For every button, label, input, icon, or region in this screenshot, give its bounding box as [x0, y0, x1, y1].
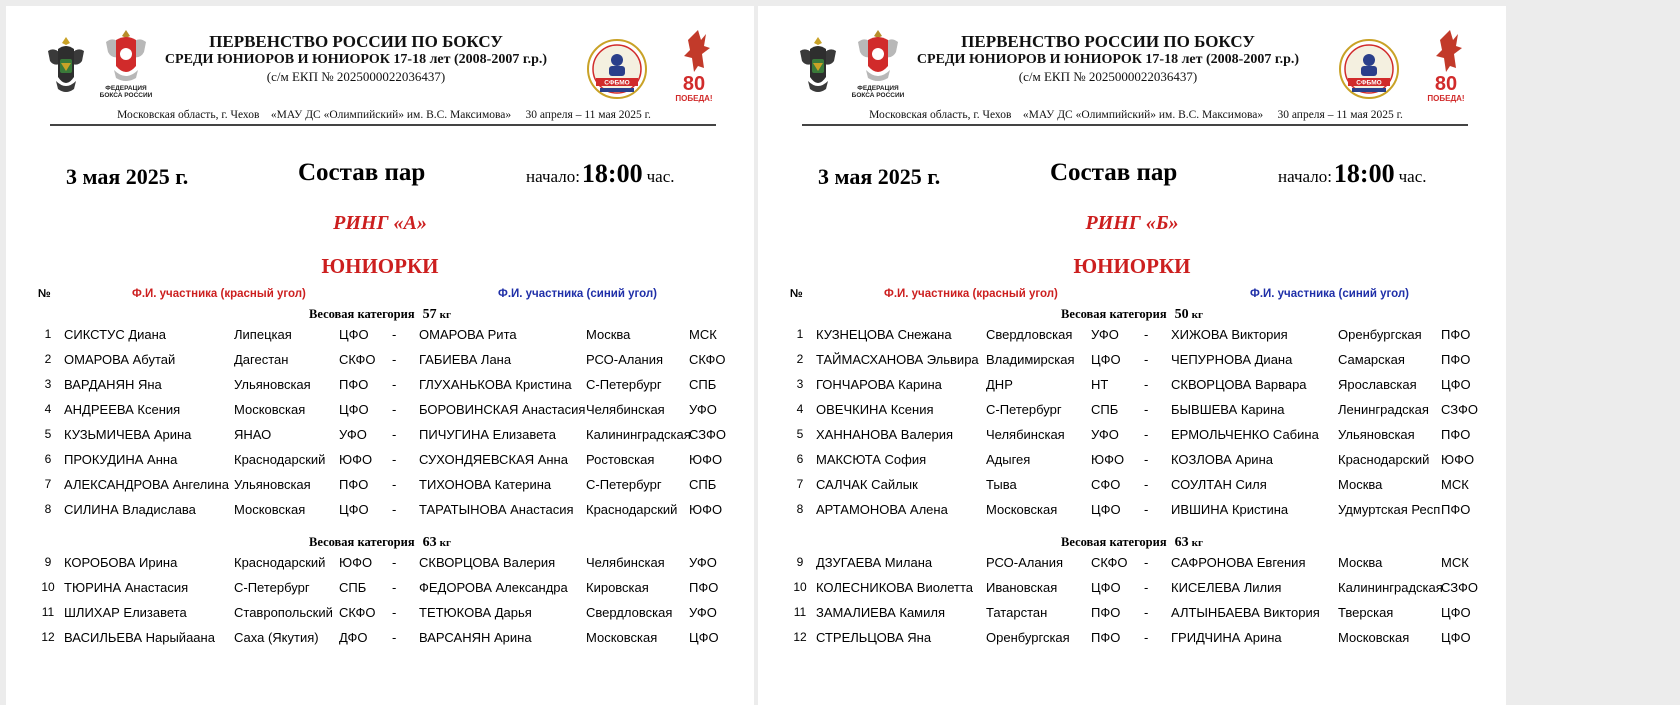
- red-corner-district: ДФО: [339, 630, 368, 645]
- bout-number: 9: [796, 555, 804, 569]
- column-blue-corner-header: Ф.И. участника (синий угол): [1250, 288, 1410, 300]
- column-blue-corner-header: Ф.И. участника (синий угол): [498, 288, 658, 300]
- versus-dash: -: [392, 605, 397, 620]
- victory-number: 80: [1434, 73, 1458, 95]
- red-corner-name: ТЮРИНА Анастасия: [64, 580, 189, 595]
- sfbmo-logo: [586, 38, 648, 100]
- start-label: начало:: [1278, 167, 1332, 186]
- bout-number: 6: [44, 452, 52, 466]
- red-corner-district: СФО: [1091, 477, 1121, 492]
- blue-corner-district: ЦФО: [1441, 630, 1471, 645]
- red-corner-region: Адыгея: [986, 452, 1031, 467]
- red-corner-name: ВАРДАНЯН Яна: [64, 377, 162, 392]
- red-corner-region: Краснодарский: [234, 555, 326, 570]
- red-corner-district: СКФО: [339, 352, 376, 367]
- red-corner-district: УФО: [1091, 327, 1119, 342]
- blue-corner-district: ЦФО: [1441, 377, 1471, 392]
- red-corner-name: ОВЕЧКИНА Ксения: [816, 402, 934, 417]
- bout-row: [758, 555, 1506, 573]
- federation-emblem-icon: [102, 28, 150, 84]
- versus-dash: -: [392, 502, 397, 517]
- pairings-title: Состав пар: [298, 159, 426, 186]
- weight-category-unit: кг: [1191, 309, 1203, 321]
- red-corner-district: УФО: [339, 427, 367, 442]
- blue-corner-district: СПБ: [689, 377, 717, 392]
- victory-word: ПОБЕДА!: [1427, 94, 1465, 103]
- bout-number: 5: [44, 427, 52, 441]
- weight-category-unit: кг: [439, 309, 451, 321]
- red-corner-name: КУЗНЕЦОВА Снежана: [816, 327, 952, 342]
- victory-80-logo: [1422, 28, 1470, 104]
- start-time-unit: час.: [646, 167, 675, 186]
- red-corner-name: ЗАМАЛИЕВА Камиля: [816, 605, 946, 620]
- blue-corner-name: ВАРСАНЯН Арина: [419, 630, 532, 645]
- blue-corner-name: БЫВШЕВА Карина: [1171, 402, 1285, 417]
- blue-corner-name: ГАБИЕВА Лана: [419, 352, 512, 367]
- federation-name-line1: ФЕДЕРАЦИЯ: [857, 85, 899, 92]
- versus-dash: -: [392, 630, 397, 645]
- bout-number: 11: [793, 605, 807, 619]
- red-corner-region: Тыва: [986, 477, 1017, 492]
- bout-number: 11: [41, 605, 55, 619]
- blue-corner-region: Ростовская: [586, 452, 655, 467]
- red-corner-name: ПРОКУДИНА Анна: [64, 452, 178, 467]
- boxing-federation-logo: [850, 28, 906, 108]
- bout-row: [758, 427, 1506, 445]
- red-corner-name: ВАСИЛЬЕВА Нарыйаана: [64, 630, 215, 645]
- versus-dash: -: [1144, 555, 1149, 570]
- blue-corner-region: Удмуртская Респ: [1338, 502, 1441, 517]
- versus-dash: -: [1144, 605, 1149, 620]
- gender-label: ЮНИОРКИ: [1073, 254, 1191, 278]
- blue-corner-name: АЛТЫНБАЕВА Виктория: [1171, 605, 1320, 620]
- red-corner-name: ГОНЧАРОВА Карина: [816, 377, 942, 392]
- column-red-corner-header: Ф.И. участника (красный угол): [884, 288, 1058, 300]
- red-corner-region: Ульяновская: [234, 377, 311, 392]
- red-corner-name: АНДРЕЕВА Ксения: [64, 402, 181, 417]
- gender-label: ЮНИОРКИ: [321, 254, 439, 278]
- red-corner-region: Свердловская: [986, 327, 1073, 342]
- victory-number: 80: [682, 73, 706, 95]
- ring-label: РИНГ «Б»: [1085, 212, 1179, 234]
- bout-row: [758, 402, 1506, 420]
- victory-80-logo: [670, 28, 718, 104]
- bout-row: [758, 605, 1506, 623]
- weight-category-label: Весовая категория: [309, 535, 415, 549]
- blue-corner-region: Ленинградская: [1338, 402, 1429, 417]
- championship-title: [156, 32, 556, 85]
- red-corner-district: ЦФО: [1091, 502, 1121, 517]
- red-corner-region: Челябинская: [986, 427, 1065, 442]
- red-corner-region: Липецкая: [234, 327, 292, 342]
- versus-dash: -: [392, 352, 397, 367]
- blue-corner-district: ПФО: [1441, 352, 1471, 367]
- weight-category-heading: [758, 535, 1506, 551]
- versus-dash: -: [392, 377, 397, 392]
- blue-corner-name: ФЕДОРОВА Александра: [419, 580, 568, 595]
- blue-corner-region: Ярославская: [1338, 377, 1417, 392]
- versus-dash: -: [392, 452, 397, 467]
- red-corner-region: Татарстан: [986, 605, 1048, 620]
- weight-category-value: 63: [1174, 535, 1189, 550]
- ring-label: РИНГ «А»: [333, 212, 427, 234]
- federation-name-line2: БОКСА РОССИИ: [99, 92, 153, 99]
- weight-category-label: Весовая категория: [1061, 535, 1167, 549]
- blue-corner-name: ЕРМОЛЬЧЕНКО Сабина: [1171, 427, 1319, 442]
- red-corner-district: СПБ: [1091, 402, 1119, 417]
- blue-corner-region: Московская: [1338, 630, 1410, 645]
- blue-corner-district: ЮФО: [689, 452, 723, 467]
- bout-row: [6, 502, 754, 520]
- column-red-corner-header: Ф.И. участника (красный угол): [132, 288, 306, 300]
- blue-corner-region: Тверская: [1338, 605, 1394, 620]
- versus-dash: -: [1144, 352, 1149, 367]
- blue-corner-region: Челябинская: [586, 402, 665, 417]
- blue-corner-district: ЮФО: [689, 502, 723, 517]
- bout-number: 12: [41, 630, 55, 644]
- blue-corner-region: Калининградская: [1338, 580, 1443, 595]
- red-corner-name: САЛЧАК Сайлык: [816, 477, 918, 492]
- bout-row: [6, 630, 754, 648]
- pairings-sheet-ring-a: [6, 6, 754, 705]
- federation-name-line2: БОКСА РОССИИ: [851, 92, 905, 99]
- bout-number: 8: [44, 502, 52, 516]
- start-time: [526, 159, 674, 189]
- red-corner-region: С-Петербург: [986, 402, 1062, 417]
- bout-row: [758, 327, 1506, 345]
- coat-of-arms-icon: [796, 33, 840, 99]
- sfbmo-logo: [1338, 38, 1400, 100]
- red-corner-name: КОЛЕСНИКОВА Виолетта: [816, 580, 974, 595]
- red-corner-region: Краснодарский: [234, 452, 326, 467]
- bout-number: 3: [44, 377, 52, 391]
- red-corner-district: ПФО: [1091, 605, 1121, 620]
- blue-corner-name: ИВШИНА Кристина: [1171, 502, 1289, 517]
- pairings-title: Состав пар: [1050, 159, 1178, 186]
- blue-corner-district: УФО: [689, 605, 717, 620]
- blue-corner-name: БОРОВИНСКАЯ Анастасия: [419, 402, 586, 417]
- bout-row: [758, 630, 1506, 648]
- blue-corner-region: РСО-Алания: [586, 352, 664, 367]
- title-line-2: СРЕДИ ЮНИОРОВ И ЮНИОРОК 17-18 лет (2008-2007 г.р.): [916, 52, 1300, 67]
- blue-corner-district: СЗФО: [689, 427, 726, 442]
- weight-category-value: 57: [422, 307, 437, 322]
- bout-row: [758, 580, 1506, 598]
- red-corner-district: СКФО: [339, 605, 376, 620]
- versus-dash: -: [1144, 630, 1149, 645]
- blue-corner-region: Свердловская: [586, 605, 673, 620]
- event-date: 3 мая 2025 г.: [818, 164, 941, 189]
- red-corner-name: ДЗУГАЕВА Милана: [816, 555, 933, 570]
- red-corner-district: ПФО: [1091, 630, 1121, 645]
- bout-row: [758, 377, 1506, 395]
- blue-corner-name: КОЗЛОВА Арина: [1171, 452, 1273, 467]
- red-corner-district: ЦФО: [339, 327, 369, 342]
- red-corner-region: Саха (Якутия): [234, 630, 319, 645]
- column-number-header: №: [38, 288, 51, 300]
- blue-corner-name: СУХОНДЯЕВСКАЯ Анна: [419, 452, 568, 467]
- federation-name-line1: ФЕДЕРАЦИЯ: [105, 85, 147, 92]
- red-corner-name: АЛЕКСАНДРОВА Ангелина: [64, 477, 229, 492]
- venue-line: Московская область, г. Чехов «МАУ ДС «Олимпийский» им. В.С. Максимова» 30 апреля – 11 мая 2025 г.: [117, 109, 651, 121]
- pairings-sheet-ring-b: [758, 6, 1506, 705]
- event-date: 3 мая 2025 г.: [66, 164, 189, 189]
- blue-corner-name: ТИХОНОВА Катерина: [419, 477, 552, 492]
- coat-of-arms-icon: [44, 33, 88, 99]
- federation-name: [850, 85, 906, 99]
- blue-corner-region: Москва: [1338, 477, 1383, 492]
- red-corner-district: ЦФО: [339, 502, 369, 517]
- blue-corner-district: УФО: [689, 402, 717, 417]
- versus-dash: -: [392, 427, 397, 442]
- blue-corner-name: ОМАРОВА Рита: [419, 327, 517, 342]
- bout-number: 4: [796, 402, 804, 416]
- versus-dash: -: [1144, 580, 1149, 595]
- bout-number: 8: [796, 502, 804, 516]
- blue-corner-name: СКВОРЦОВА Валерия: [419, 555, 556, 570]
- red-corner-region: Московская: [986, 502, 1058, 517]
- bout-row: [6, 477, 754, 495]
- red-corner-district: ЮФО: [339, 555, 373, 570]
- bout-number: 6: [796, 452, 804, 466]
- blue-corner-region: С-Петербург: [586, 377, 662, 392]
- bout-number: 3: [796, 377, 804, 391]
- blue-corner-name: ТАРАТЫНОВА Анастасия: [419, 502, 574, 517]
- victory-word: ПОБЕДА!: [675, 94, 713, 103]
- versus-dash: -: [1144, 427, 1149, 442]
- bout-row: [758, 477, 1506, 495]
- blue-corner-district: ПФО: [1441, 427, 1471, 442]
- blue-corner-region: Московская: [586, 630, 658, 645]
- title-line-3: (с/м ЕКП № 2025000022036437): [1018, 69, 1198, 84]
- red-corner-region: Ивановская: [986, 580, 1058, 595]
- weight-category-label: Весовая категория: [309, 307, 415, 321]
- federation-emblem-icon: [854, 28, 902, 84]
- blue-corner-district: СЗФО: [1441, 580, 1478, 595]
- bout-row: [6, 605, 754, 623]
- bout-row: [758, 452, 1506, 470]
- championship-title: [908, 32, 1308, 85]
- blue-corner-region: Ульяновская: [1338, 427, 1415, 442]
- red-corner-name: ХАННАНОВА Валерия: [816, 427, 954, 442]
- red-corner-district: СПБ: [339, 580, 367, 595]
- red-corner-region: Оренбургская: [986, 630, 1070, 645]
- bout-number: 2: [796, 352, 804, 366]
- bout-number: 7: [796, 477, 804, 491]
- blue-corner-region: Оренбургская: [1338, 327, 1422, 342]
- red-corner-name: КОРОБОВА Ирина: [64, 555, 178, 570]
- red-corner-district: ЮФО: [1091, 452, 1125, 467]
- blue-corner-region: Самарская: [1338, 352, 1405, 367]
- blue-corner-name: СКВОРЦОВА Варвара: [1171, 377, 1307, 392]
- red-corner-name: МАКСЮТА София: [816, 452, 927, 467]
- blue-corner-district: ЦФО: [689, 630, 719, 645]
- start-label: начало:: [526, 167, 580, 186]
- bout-row: [6, 427, 754, 445]
- blue-corner-name: КИСЕЛЕВА Лилия: [1171, 580, 1282, 595]
- red-corner-district: СКФО: [1091, 555, 1128, 570]
- bout-row: [758, 502, 1506, 520]
- start-time: [1278, 159, 1426, 189]
- red-corner-name: АРТАМОНОВА Алена: [816, 502, 948, 517]
- bout-number: 9: [44, 555, 52, 569]
- blue-corner-district: СЗФО: [1441, 402, 1478, 417]
- blue-corner-district: ПФО: [1441, 327, 1471, 342]
- bout-row: [6, 580, 754, 598]
- blue-corner-region: Челябинская: [586, 555, 665, 570]
- red-corner-district: ЦФО: [339, 402, 369, 417]
- blue-corner-name: ГРИДЧИНА Арина: [1171, 630, 1282, 645]
- start-time-value: 18:00: [581, 159, 643, 188]
- bout-number: 1: [44, 327, 52, 341]
- red-corner-district: УФО: [1091, 427, 1119, 442]
- weight-category-value: 50: [1174, 307, 1189, 322]
- blue-corner-name: ГЛУХАНЬКОВА Кристина: [419, 377, 572, 392]
- bout-row: [6, 555, 754, 573]
- blue-corner-region: Краснодарский: [1338, 452, 1430, 467]
- red-corner-region: С-Петербург: [234, 580, 310, 595]
- versus-dash: -: [1144, 377, 1149, 392]
- blue-corner-name: ПИЧУГИНА Елизавета: [419, 427, 556, 442]
- sfbmo-logo-text: СФБМО: [1356, 79, 1382, 87]
- red-corner-district: ПФО: [339, 477, 369, 492]
- red-corner-name: ОМАРОВА Абутай: [64, 352, 176, 367]
- red-corner-district: ЦФО: [1091, 352, 1121, 367]
- bout-row: [6, 452, 754, 470]
- blue-corner-name: САФРОНОВА Евгения: [1171, 555, 1306, 570]
- bout-number: 5: [796, 427, 804, 441]
- blue-corner-district: УФО: [689, 555, 717, 570]
- bout-number: 12: [793, 630, 807, 644]
- column-number-header: №: [790, 288, 803, 300]
- red-corner-region: Ставропольский: [234, 605, 333, 620]
- red-corner-district: ПФО: [339, 377, 369, 392]
- red-corner-name: ТАЙМАСХАНОВА Эльвира: [816, 352, 979, 367]
- red-corner-district: ЦФО: [1091, 580, 1121, 595]
- bout-row: [6, 402, 754, 420]
- red-corner-region: РСО-Алания: [986, 555, 1064, 570]
- title-line-1: ПЕРВЕНСТВО РОССИИ ПО БОКСУ: [961, 32, 1255, 51]
- weight-category-unit: кг: [1191, 537, 1203, 549]
- weight-category-unit: кг: [439, 537, 451, 549]
- header-divider: [50, 124, 716, 126]
- red-corner-region: ЯНАО: [234, 427, 272, 442]
- blue-corner-district: СКФО: [689, 352, 726, 367]
- sfbmo-logo-text: СФБМО: [604, 79, 630, 87]
- bout-row: [6, 377, 754, 395]
- red-corner-name: ШЛИХАР Елизавета: [64, 605, 187, 620]
- red-corner-district: НТ: [1091, 377, 1109, 392]
- blue-corner-region: Краснодарский: [586, 502, 678, 517]
- weight-category-value: 63: [422, 535, 437, 550]
- header-divider: [802, 124, 1468, 126]
- bout-number: 1: [796, 327, 804, 341]
- boxing-federation-logo: [98, 28, 154, 108]
- title-line-3: (с/м ЕКП № 2025000022036437): [266, 69, 446, 84]
- red-corner-region: ДНР: [986, 377, 1013, 392]
- red-corner-region: Московская: [234, 402, 306, 417]
- bout-number: 10: [793, 580, 807, 594]
- blue-corner-region: Калининградская: [586, 427, 691, 442]
- federation-name: [98, 85, 154, 99]
- blue-corner-region: С-Петербург: [586, 477, 662, 492]
- bout-row: [758, 352, 1506, 370]
- blue-corner-district: ПФО: [689, 580, 719, 595]
- title-line-1: ПЕРВЕНСТВО РОССИИ ПО БОКСУ: [209, 32, 503, 51]
- start-time-unit: час.: [1398, 167, 1427, 186]
- blue-corner-district: ЦФО: [1441, 605, 1471, 620]
- red-corner-region: Ульяновская: [234, 477, 311, 492]
- blue-corner-district: ПФО: [1441, 502, 1471, 517]
- weight-category-heading: [758, 307, 1506, 323]
- versus-dash: -: [392, 555, 397, 570]
- blue-corner-region: Москва: [1338, 555, 1383, 570]
- bout-row: [6, 352, 754, 370]
- versus-dash: -: [392, 327, 397, 342]
- title-line-2: СРЕДИ ЮНИОРОВ И ЮНИОРОК 17-18 лет (2008-2007 г.р.): [164, 52, 548, 67]
- blue-corner-district: МСК: [689, 327, 717, 342]
- blue-corner-name: СОУЛТАН Силя: [1171, 477, 1267, 492]
- bout-row: [6, 327, 754, 345]
- bout-number: 7: [44, 477, 52, 491]
- bout-number: 10: [41, 580, 55, 594]
- red-corner-district: ЮФО: [339, 452, 373, 467]
- versus-dash: -: [1144, 452, 1149, 467]
- versus-dash: -: [392, 402, 397, 417]
- blue-corner-district: ЮФО: [1441, 452, 1475, 467]
- red-corner-region: Московская: [234, 502, 306, 517]
- weight-category-heading: [6, 307, 754, 323]
- red-corner-name: СИЛИНА Владислава: [64, 502, 196, 517]
- blue-corner-district: МСК: [1441, 555, 1469, 570]
- versus-dash: -: [392, 477, 397, 492]
- red-corner-name: СТРЕЛЬЦОВА Яна: [816, 630, 932, 645]
- blue-corner-region: Кировская: [586, 580, 649, 595]
- versus-dash: -: [1144, 477, 1149, 492]
- versus-dash: -: [1144, 502, 1149, 517]
- versus-dash: -: [392, 580, 397, 595]
- versus-dash: -: [1144, 327, 1149, 342]
- blue-corner-region: Москва: [586, 327, 631, 342]
- red-corner-name: СИКСТУС Диана: [64, 327, 167, 342]
- weight-category-heading: [6, 535, 754, 551]
- start-time-value: 18:00: [1333, 159, 1395, 188]
- weight-category-label: Весовая категория: [1061, 307, 1167, 321]
- blue-corner-name: ХИЖОВА Виктория: [1171, 327, 1288, 342]
- bout-number: 2: [44, 352, 52, 366]
- blue-corner-name: ЧЕПУРНОВА Диана: [1171, 352, 1293, 367]
- red-corner-region: Владимирская: [986, 352, 1075, 367]
- bout-number: 4: [44, 402, 52, 416]
- red-corner-region: Дагестан: [234, 352, 289, 367]
- versus-dash: -: [1144, 402, 1149, 417]
- blue-corner-district: СПБ: [689, 477, 717, 492]
- blue-corner-district: МСК: [1441, 477, 1469, 492]
- venue-line: Московская область, г. Чехов «МАУ ДС «Олимпийский» им. В.С. Максимова» 30 апреля – 11 мая 2025 г.: [869, 109, 1403, 121]
- red-corner-name: КУЗЬМИЧЕВА Арина: [64, 427, 192, 442]
- blue-corner-name: ТЕТЮКОВА Дарья: [419, 605, 532, 620]
